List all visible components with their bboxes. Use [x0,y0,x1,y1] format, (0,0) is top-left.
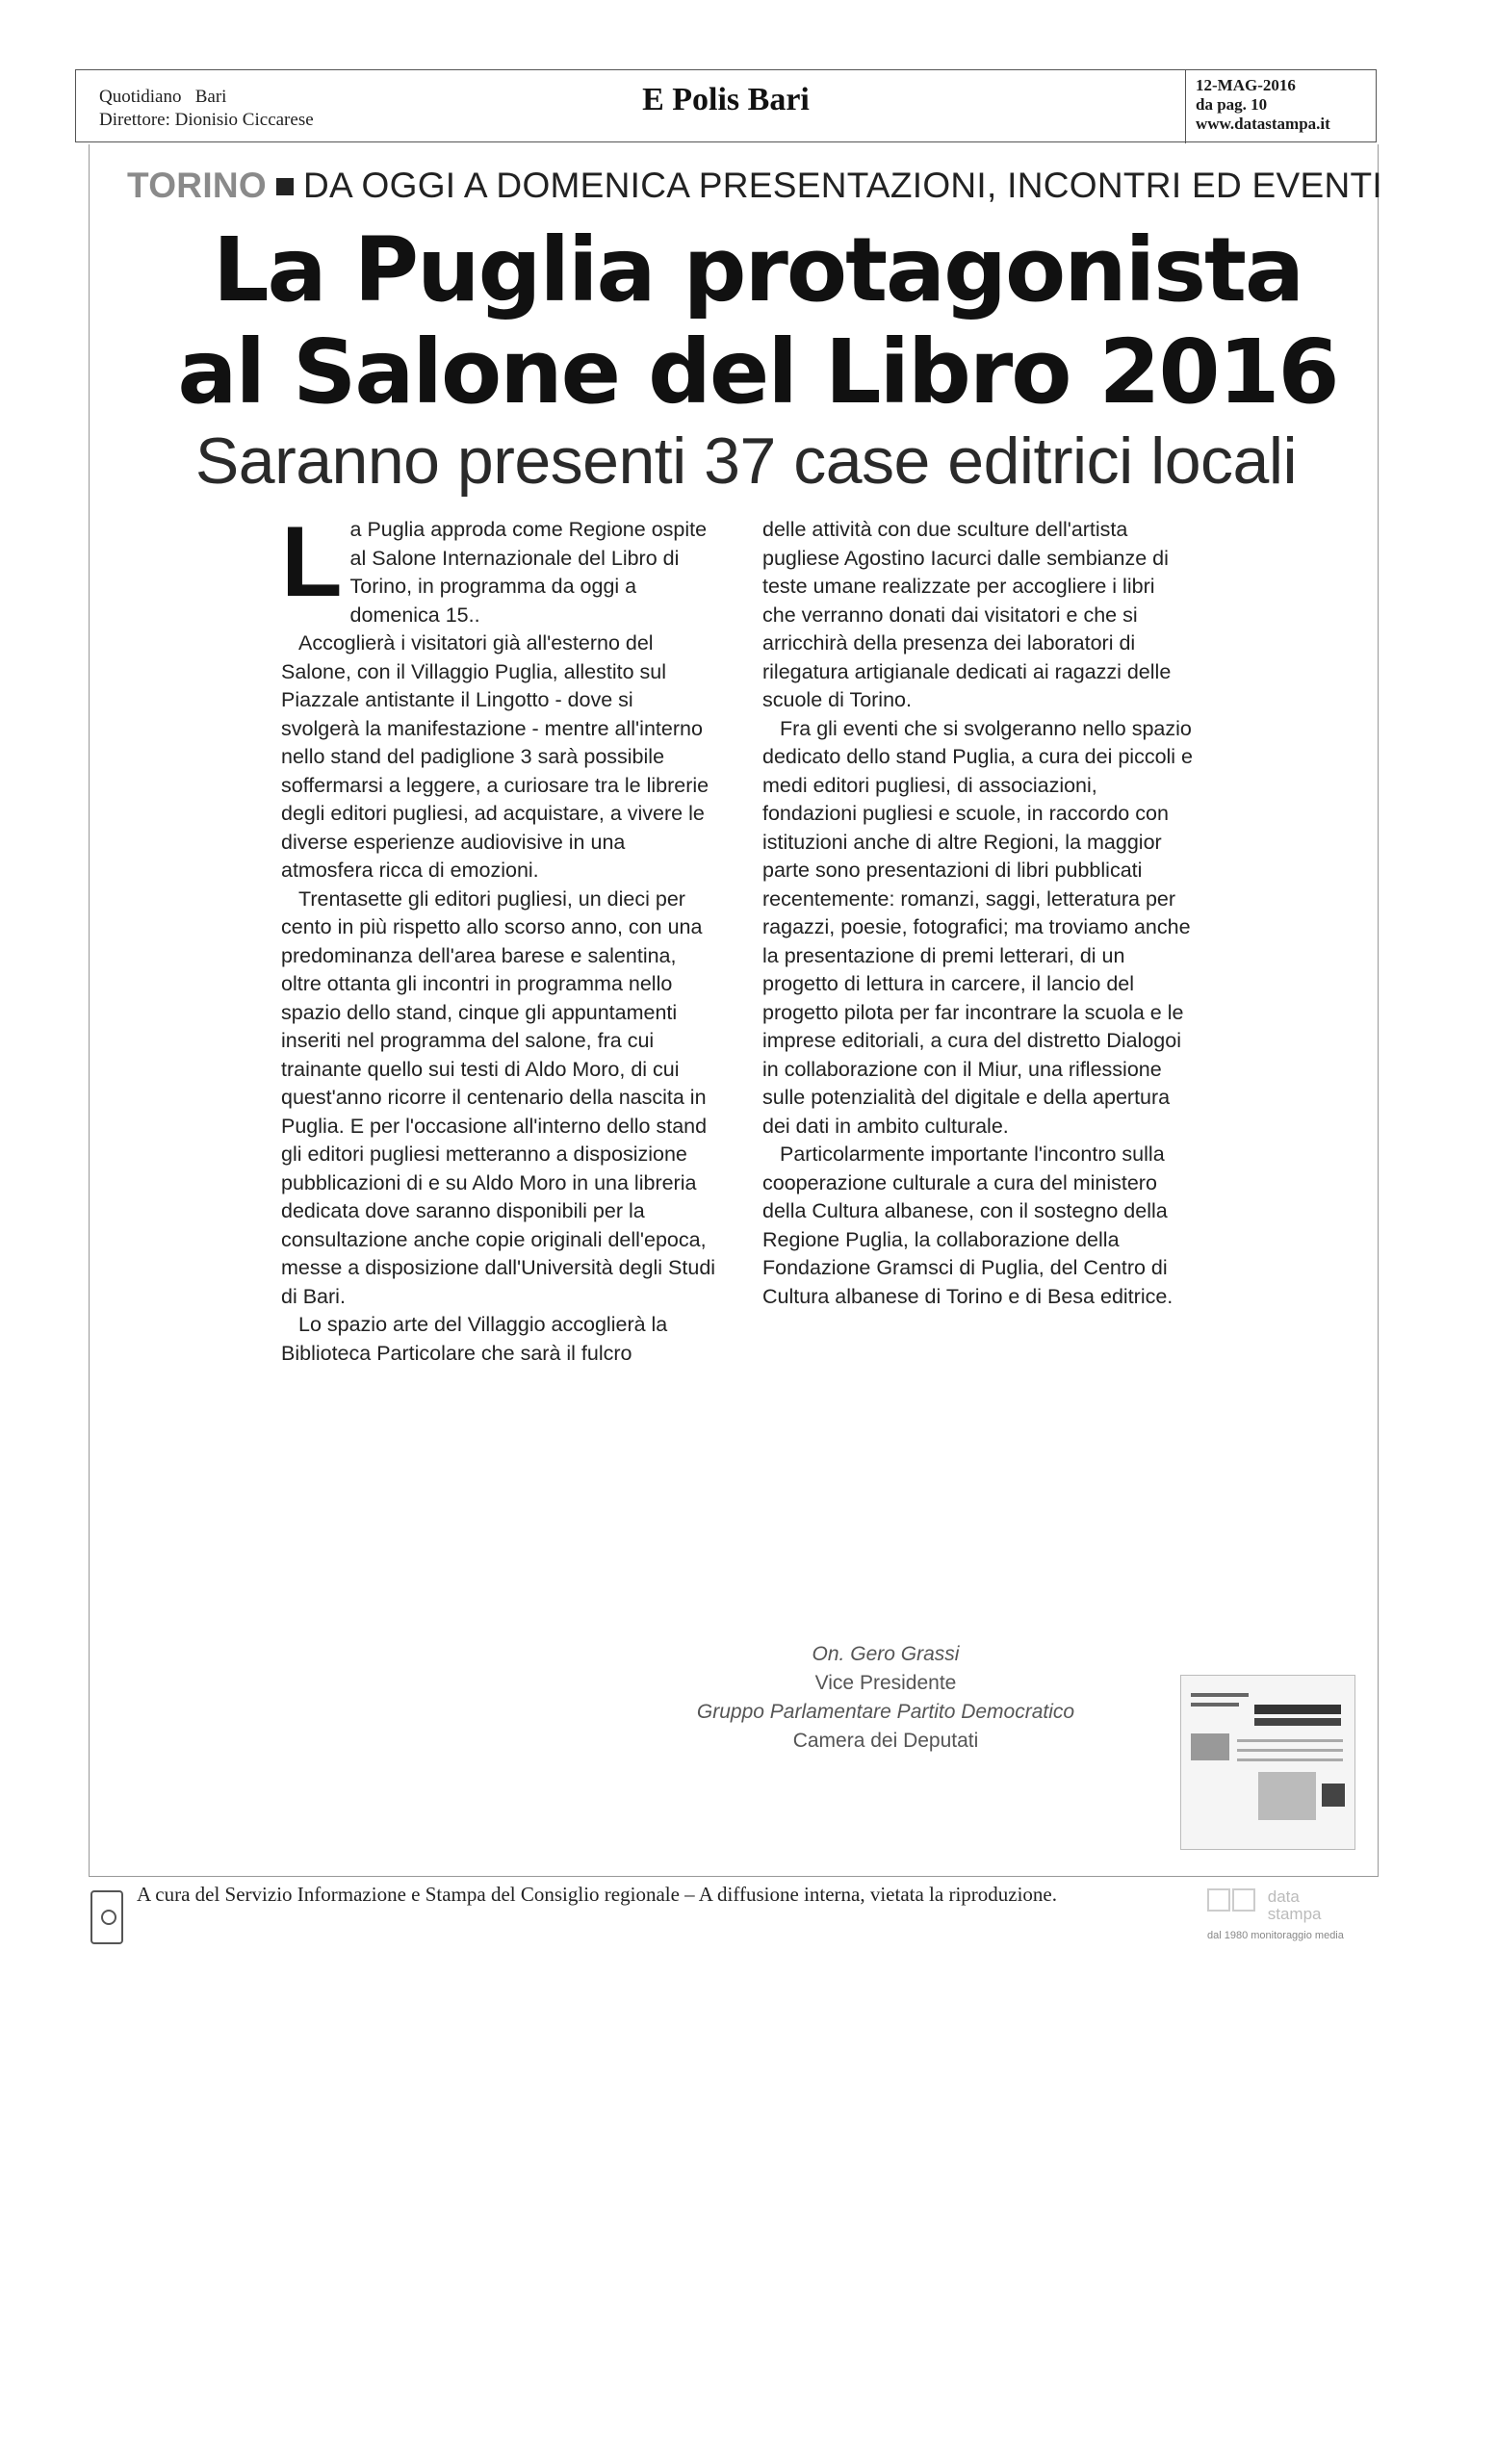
datastampa-logo [1207,1887,1344,1941]
article-subtitle: Saranno presenti 37 case editrici locali [194,424,1298,498]
logo-word-data: data [1267,1887,1300,1906]
left-paragraph: a Puglia approda come Regione ospite al Salone Internazionale del Libro di Torino, in programma da oggi a domenica 15.. [349,518,708,627]
left-paragraph: Accoglierà i visitatori già all'esterno del Salone, con il Villaggio Puglia, allestito sul Piazzale antistante il Lingotto - dove si svolgerà la manifestazione - mentre all'interno nello stand del padiglione 3 sarà possibile soffermarsi a leggere, a curiosare tra le librerie degli editori pugliesi, ad acquistare, a vivere le diverse esperienze audiovisive in una atmosfera ricca di emozioni. [281,631,709,882]
title-line-1: La Puglia protagonista [212,218,1303,321]
right-paragraph: Particolarmente importante l'incontro sulla cooperazione culturale a cura del ministero della Cultura albanese, con il sostegno della Regione Puglia, la collaborazione della Fondazione Gramsci di Puglia, del Centro di Cultura albanese di Torino e di Besa editrice. [762,1142,1174,1308]
logo-since: dal 1980 monitoraggio media [1207,1930,1344,1941]
publication-date: 12-MAG-2016 [1196,76,1296,94]
paper-type: Quotidiano [99,87,182,107]
paper-city: Bari [194,87,227,107]
signature-role: Vice Presidente [814,1672,957,1694]
kicker-text: DA OGGI A DOMENICA PRESENTAZIONI, INCONTRI ED EVENTI [303,166,1382,205]
regional-council-crest-icon [90,1890,123,1944]
page-thumbnail [1180,1675,1355,1850]
page-reference: da pag. 10 [1196,95,1268,114]
article-kicker [127,166,1382,206]
article-title [156,219,1359,424]
signature-stamp [597,1640,1174,1756]
left-column [281,506,716,1368]
right-paragraph: delle attività con due sculture dell'artista pugliese Agostino Iacurci dalle sembianze di teste umane realizzate per accogliere i libri che verranno donati dai visitatori e che si arricchirà della presenza dei laboratori di rilegatura artigianale dedicati ai ragazzi delle scuole di Torino. [762,518,1172,711]
header-date-box [1185,70,1376,143]
logo-word-stampa: stampa [1267,1905,1322,1923]
signature-chamber: Camera dei Deputati [792,1730,979,1752]
datastampa-squares-icon [1207,1888,1257,1915]
paper-director: Direttore: Dionisio Ciccarese [99,110,314,130]
left-paragraph: Trentasette gli editori pugliesi, un dieci per cento in più rispetto allo scorso anno, con una predominanza dell'area barese e salentina, oltre ottanta gli incontri in programma nello spazio dello stand, cinque gli appuntamenti inseriti nel programma del salone, fra cui trainante quello sui testi di Aldo Moro, di cui quest'anno ricorre il centenario della nascita in Puglia. E per l'occasione all'interno dello stand gli editori pugliesi metteranno a disposizione pubblicazioni di e su Aldo Moro in una libreria dedicata dove saranno disponibili per la consultazione anche copie originali dell'epoca, messe a disposizione dall'Università degli Studi di Bari. [281,886,716,1308]
source-website: www.datastampa.it [1196,115,1330,133]
drop-cap: L [281,506,343,618]
kicker-city: TORINO [127,166,268,205]
signature-name: On. Gero Grassi [812,1643,960,1665]
title-line-2: al Salone del Libro 2016 [177,321,1338,424]
left-paragraph: Lo spazio arte del Villaggio accoglierà la Biblioteca Particolare che sarà il fulcro [281,1313,668,1365]
square-bullet-icon [276,178,294,195]
right-column [762,516,1194,1311]
newspaper-header [75,69,1377,142]
publication-name: E Polis Bari [642,82,810,117]
footer-note: A cura del Servizio Informazione e Stampa del Consiglio regionale – A diffusione interna, vietata la riproduzione. [137,1883,1058,1906]
signature-group: Gruppo Parlamentare Partito Democratico [696,1701,1075,1723]
right-paragraph: Fra gli eventi che si svolgeranno nello spazio dedicato dello stand Puglia, a cura dei piccoli e medi editori pugliesi, di associazioni, fondazioni pugliesi e scuole, in raccordo con istituzioni anche di altre Regioni, la maggior parte sono presentazioni di libri pubblicati recentemente: romanzi, saggi, letteratura per ragazzi, poesie, fotografici; ma troviamo anche la presentazione di premi letterari, di un progetto di lettura in carcere, il lancio del progetto pilota per far incontrare la scuola e le imprese editoriali, a cura del distretto Dialogoi in collaborazione con il Miur, una riflessione sulle potenzialità del digitale e della apertura dei dati in ambito culturale. [762,716,1194,1138]
